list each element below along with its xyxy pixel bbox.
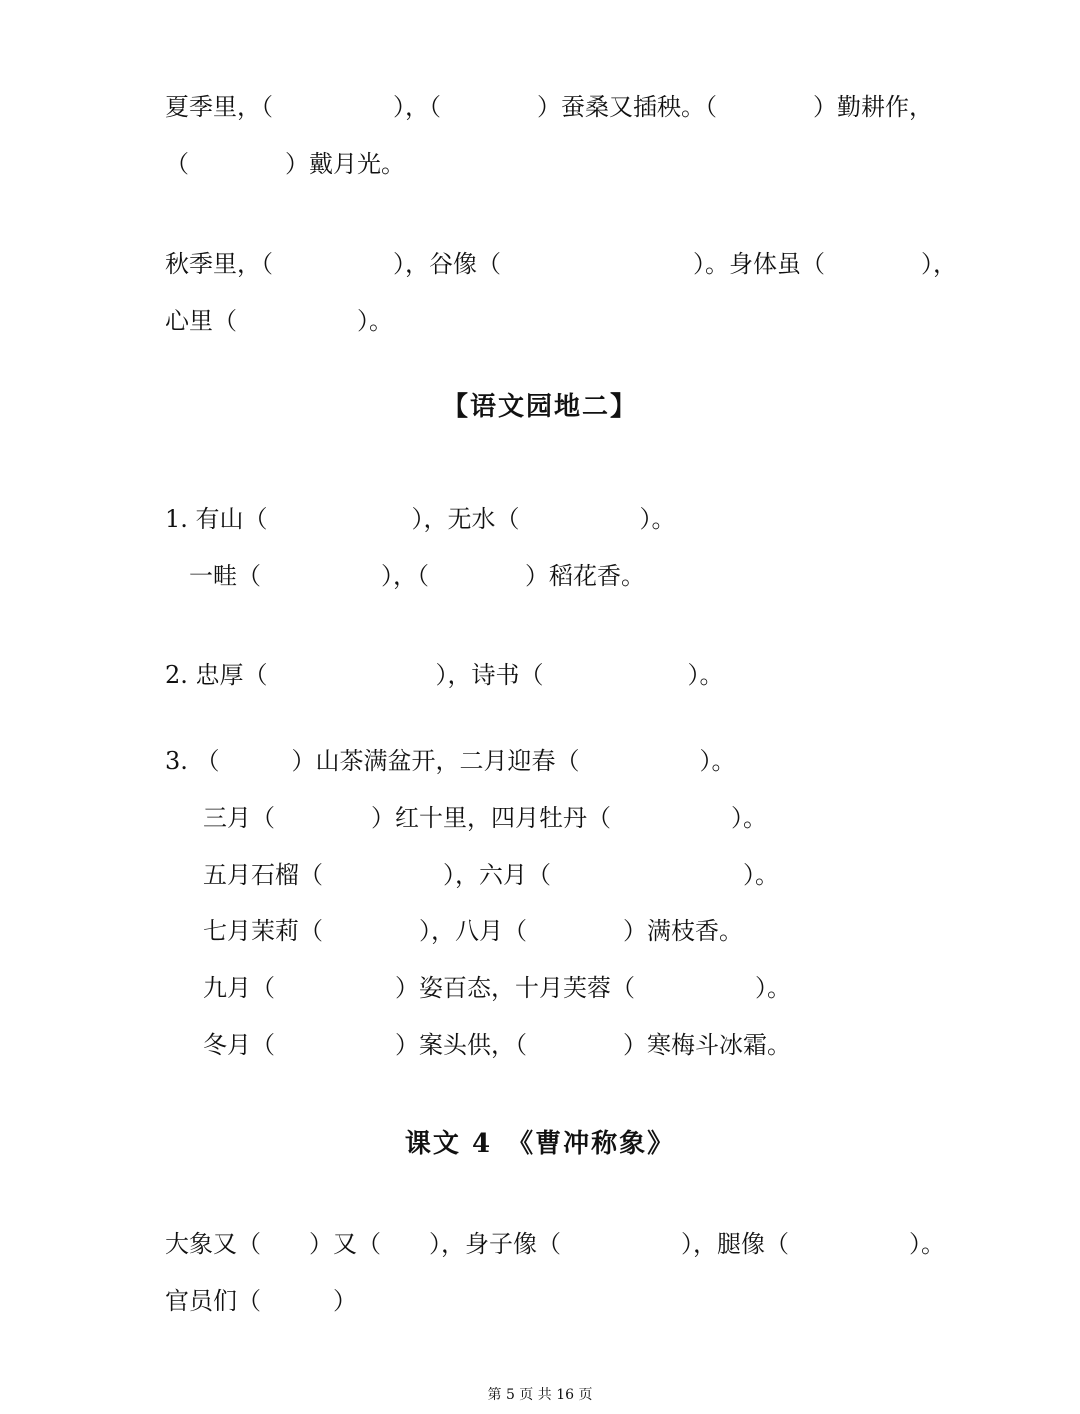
garden-q3-line-3: 五月石榴（ ），六月（ ）。 xyxy=(203,861,779,889)
garden-q2-line-1: 2. 忠厚（ ），诗书（ ）。 xyxy=(165,661,724,689)
summer-line-1: 夏季里，（ ），（ ）蚕桑又插秧。（ ）勤耕作， xyxy=(165,93,933,121)
autumn-line-2: 心里（ ）。 xyxy=(165,307,393,335)
section-title-garden: 【语文园地二】 xyxy=(441,392,638,422)
garden-q3-line-4: 七月茉莉（ ），八月（ ）满枝香。 xyxy=(203,917,743,945)
garden-q3-line-6: 冬月（ ）案头供，（ ）寒梅斗冰霜。 xyxy=(203,1031,791,1059)
section-title-lesson4: 课文 4 《曹冲称象》 xyxy=(404,1129,676,1159)
garden-q3-line-1: 3. （ ）山茶满盆开，二月迎春（ ）。 xyxy=(165,747,736,775)
garden-q3-line-2: 三月（ ）红十里，四月牡丹（ ）。 xyxy=(203,804,767,832)
lesson4-line-2: 官员们（ ） xyxy=(165,1287,357,1315)
garden-q1-line-2: 一畦（ ），（ ）稻花香。 xyxy=(165,562,645,590)
summer-line-2: （ ）戴月光。 xyxy=(165,150,405,178)
autumn-line-1: 秋季里，（ ），谷像（ ）。身体虽（ ）， xyxy=(165,250,957,278)
garden-q1-line-1: 1. 有山（ ），无水（ ）。 xyxy=(165,505,676,533)
lesson4-line-1: 大象又（ ）又（ ），身子像（ ），腿像（ ）。 xyxy=(165,1230,945,1258)
page-footer: 第 5 页 共 16 页 xyxy=(487,1387,593,1403)
garden-q3-line-5: 九月（ ）姿百态，十月芙蓉（ ）。 xyxy=(203,974,791,1002)
